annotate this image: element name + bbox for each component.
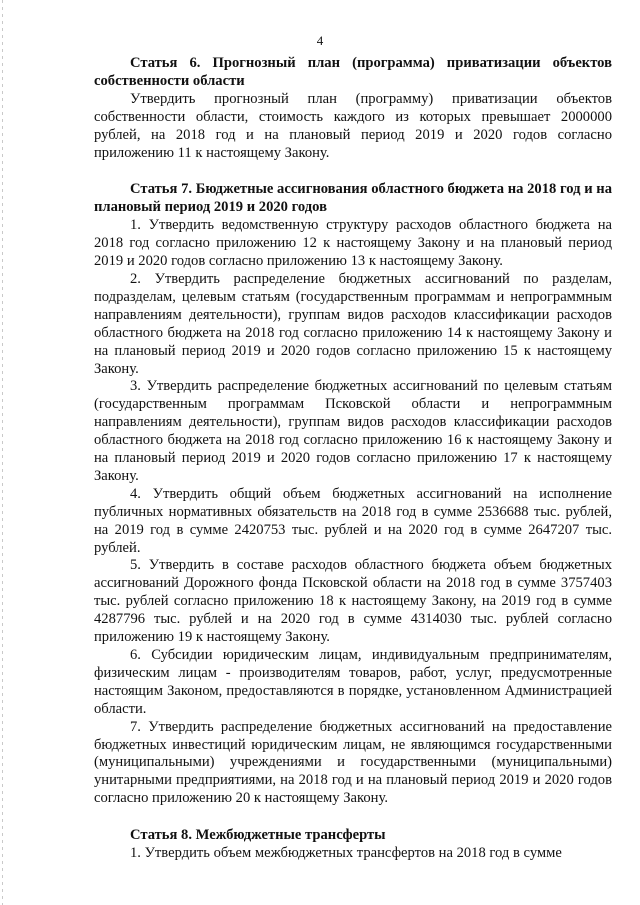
article-7-item-3: 3. Утвердить распределение бюджетных ассигнований по целевым статьям (государственным программам Псковской области и непрограммным направлениям деятельности), группам видов расходов классификации расходов областного бюджета на 2018 год согласно приложению 16 к настоящему Закону и на плановый период 2019 и 2020 годов согласно приложению 17 к настоящему Закону. (94, 378, 612, 484)
article-7-item-5: 5. Утвердить в составе расходов областного бюджета объем бюджетных ассигнований Дорожного фонда Псковской области на 2018 год в сумме 3757403 тыс. рублей согласно приложению 18 к настоящему Закону, на 2019 год в сумме 4287796 тыс. рублей и на 2020 год в сумме 4314030 тыс. рублей согласно приложению 19 к настоящему Закону. (94, 557, 612, 646)
binding-edge (2, 0, 3, 905)
page-number: 4 (316, 33, 324, 48)
page-content (94, 55, 612, 863)
article-6-heading: Статья 6. Прогнозный план (программа) приватизации объектов собственности области (94, 55, 612, 89)
article-6-text: Утвердить прогнозный план (программу) приватизации объектов собственности области, стоимость каждого из которых превышает 2000000 рублей, на 2018 год и на плановый период 2019 и 2020 годов согласно приложению 11 к настоящему Закону. (94, 90, 612, 161)
article-7-item-2: 2. Утвердить распределение бюджетных ассигнований по разделам, подразделам, целевым статьям (государственным программам и непрограммным направлениям деятельности), группам видов расходов классификации расходов областного бюджета на 2018 год согласно приложению 14 к настоящему Закону и на плановый период 2019 и 2020 годов согласно приложению 15 к настоящему Закону. (94, 270, 612, 377)
article-7-heading: Статья 7. Бюджетные ассигнования областного бюджета на 2018 год и на плановый период 2019 и 2020 годов (94, 181, 612, 216)
article-7-item-4: 4. Утвердить общий объем бюджетных ассигнований на исполнение публичных нормативных обязательств на 2018 год в сумме 2536688 тыс. рублей, на 2019 год в сумме 2420753 тыс. рублей и на 2020 год в сумме 2647207 тыс. рублей. (94, 485, 612, 556)
article-7-item-6: 6. Субсидии юридическим лицам, индивидуальным предпринимателям, физическим лицам - производителям товаров, работ, услуг, предусмотренные настоящим Законом, предоставляются в порядке, установленном Администрацией области. (94, 647, 612, 717)
article-8-heading: Статья 8. Межбюджетные трансферты (130, 827, 386, 844)
article-8-item-1: 1. Утвердить объем межбюджетных трансфертов на 2018 год в сумме (130, 845, 562, 862)
article-7-item-7: 7. Утвердить распределение бюджетных ассигнований на предоставление бюджетных инвестиций юридическим лицам, не являющимся государственными (муниципальными) учреждениями и государственными (муниципальными) унитарными предприятиями, на 2018 год и на плановый период 2019 и 2020 годов согласно приложению 20 к настоящему Закону. (94, 718, 612, 807)
article-7-item-1: 1. Утвердить ведомственную структуру расходов областного бюджета на 2018 год согласно приложению 12 к настоящему Закону и на плановый период 2019 и 2020 годов согласно приложению 13 к настоящему Закону. (94, 217, 612, 270)
